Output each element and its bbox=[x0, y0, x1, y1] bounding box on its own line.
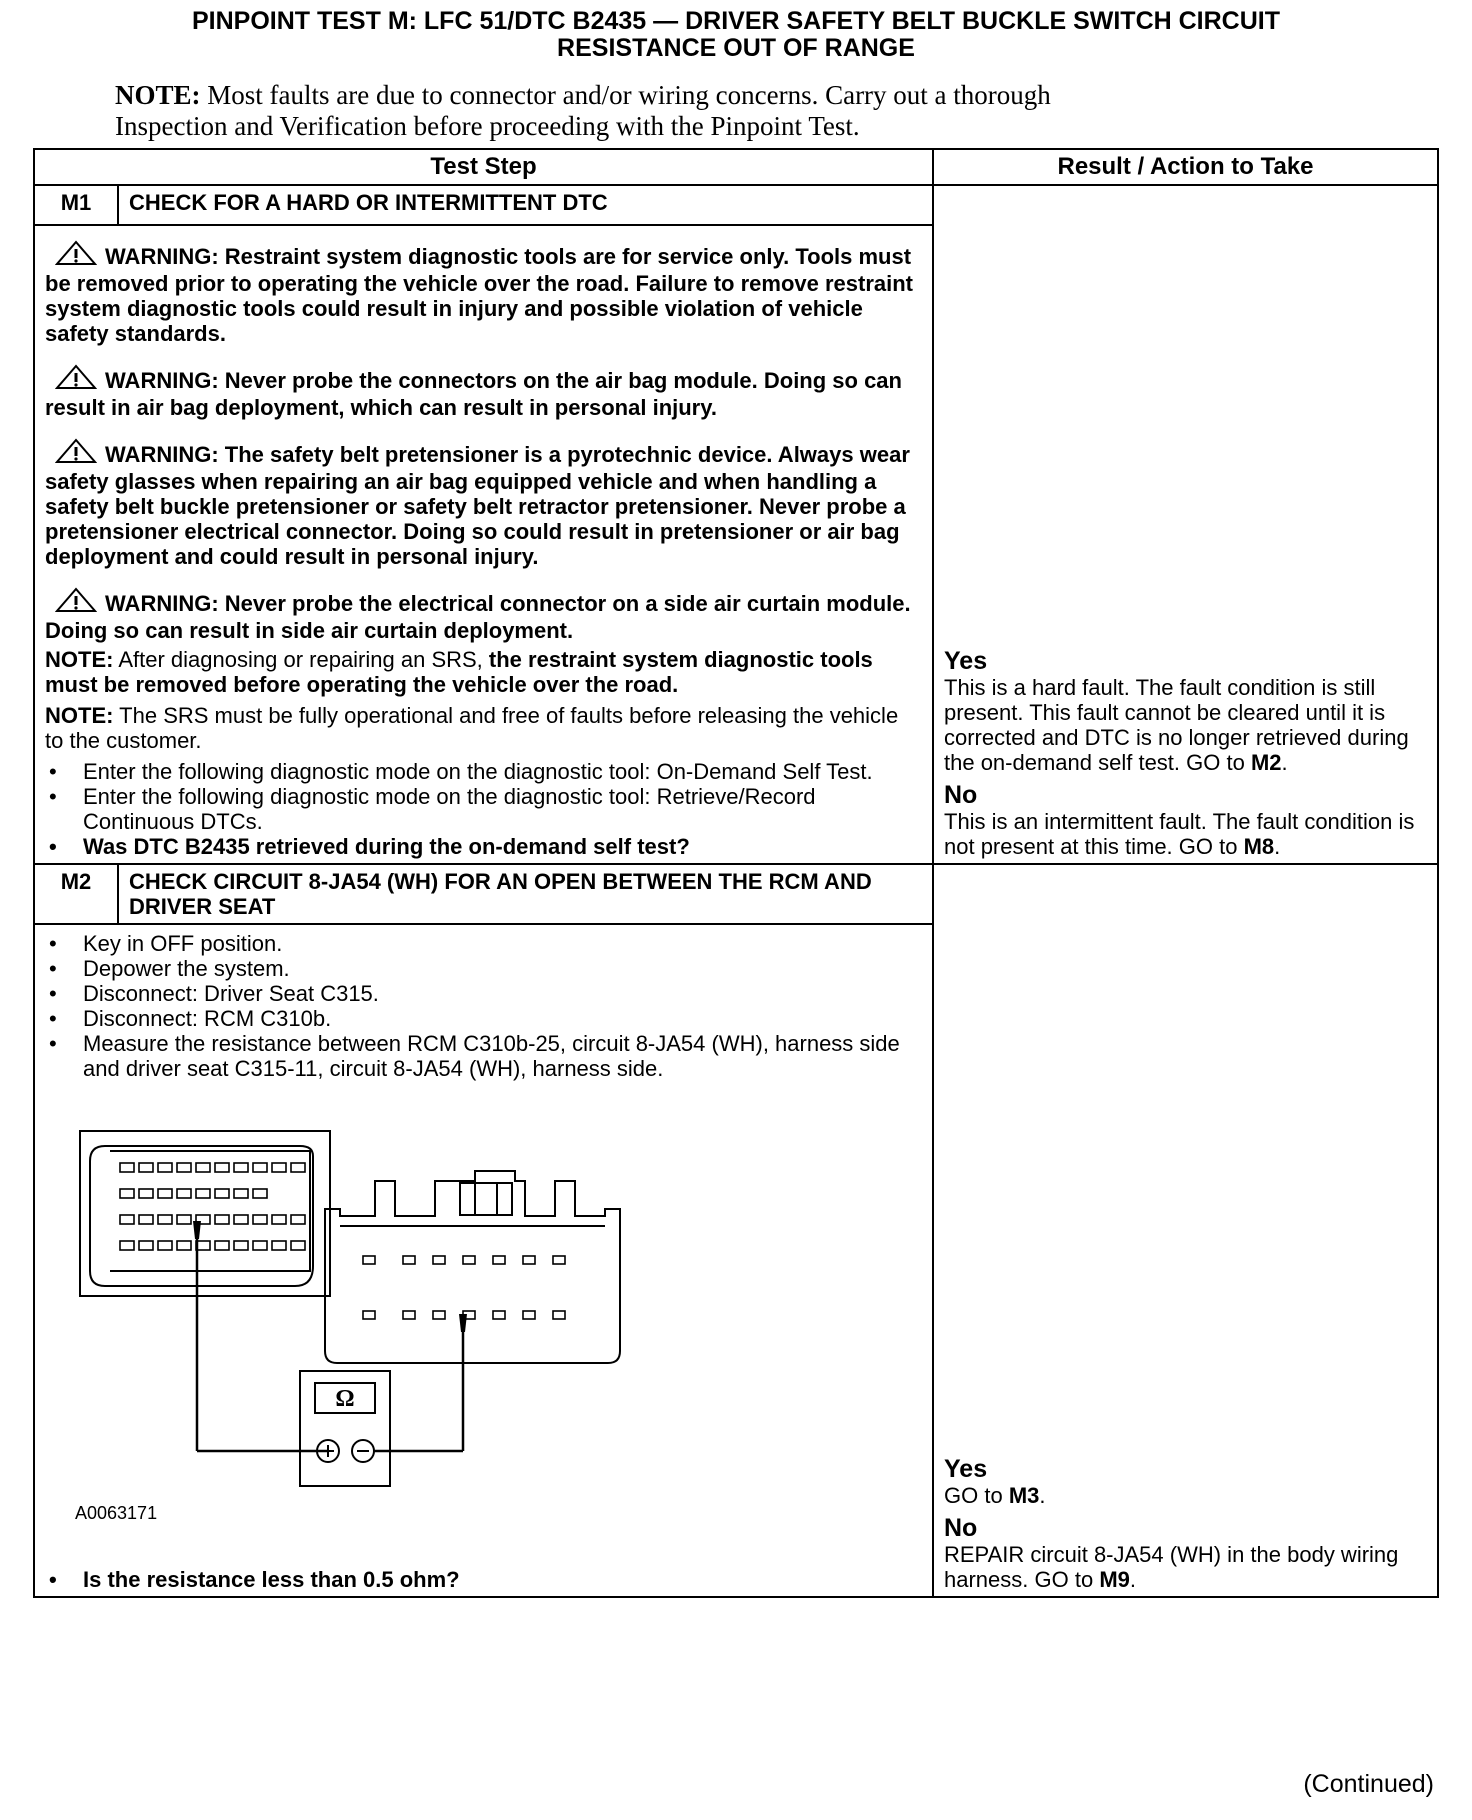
m1-yes-label: Yes bbox=[944, 647, 988, 675]
rcm-connector bbox=[80, 1131, 330, 1296]
warning-1: WARNING: Restraint system diagnostic tools are for service only. Tools must be removed prior to operating the vehicle over the road. Failure to remove restraint system diagnostic tools could result in injury and possible violation of vehicle safety standards. bbox=[45, 240, 922, 346]
rcm-pins bbox=[120, 1163, 305, 1250]
list-item: • Key in OFF position. bbox=[45, 931, 922, 956]
connector-diagram bbox=[45, 1121, 922, 1561]
list-item: • Measure the resistance between RCM C310b-25, circuit 8-JA54 (WH), harness side and driver seat C315-11, circuit 8-JA54 (WH), harness side. bbox=[45, 1031, 922, 1081]
seat-connector bbox=[325, 1171, 620, 1363]
step-title-m1: CHECK FOR A HARD OR INTERMITTENT DTC bbox=[118, 185, 933, 225]
m2-yes-label: Yes bbox=[944, 1455, 988, 1483]
warning-triangle-icon bbox=[55, 364, 97, 395]
warning-triangle-icon bbox=[55, 438, 97, 469]
m1-question: • Was DTC B2435 retrieved during the on-demand self test? bbox=[45, 834, 922, 859]
m2-question: • Is the resistance less than 0.5 ohm? bbox=[45, 1567, 922, 1592]
m1-no-text: This is an intermittent fault. The fault condition is not present at this time. GO to M8. bbox=[944, 809, 1415, 859]
continued-label: (Continued) bbox=[1303, 1770, 1434, 1798]
list-item: • Depower the system. bbox=[45, 956, 922, 981]
m1-no-goto[interactable]: M8 bbox=[1243, 834, 1275, 859]
header-result: Result / Action to Take bbox=[933, 149, 1438, 185]
meter-symbol: Ω bbox=[335, 1386, 355, 1412]
m1-bullet-list bbox=[45, 759, 922, 859]
step-title-m2: CHECK CIRCUIT 8-JA54 (WH) FOR AN OPEN BETWEEN THE RCM AND DRIVER SEAT bbox=[118, 864, 933, 924]
m2-yes-goto[interactable]: M3 bbox=[1008, 1483, 1040, 1508]
step-body-m1 bbox=[34, 225, 933, 864]
warning-3: WARNING: The safety belt pretensioner is a pyrotechnic device. Always wear safety glasses when repairing an air bag equipped vehicle and when handling a safety belt buckle pretensioner or safety belt retractor pretensioner. Never probe a pretensioner electrical connector. Doing so could result in pretensioner or air bag deployment and could result in personal injury. bbox=[45, 438, 922, 569]
m2-question-list bbox=[45, 1567, 922, 1592]
m2-no-goto[interactable]: M9 bbox=[1099, 1567, 1130, 1592]
m2-no-text: REPAIR circuit 8-JA54 (WH) in the body wiring harness. GO to M9. bbox=[944, 1542, 1399, 1592]
warning-triangle-icon bbox=[55, 587, 97, 618]
m1-note-2: NOTE: The SRS must be fully operational and free of faults before releasing the vehicle to the customer. bbox=[45, 703, 899, 753]
title-line-2: RESISTANCE OUT OF RANGE bbox=[557, 34, 915, 62]
note-line-1: Most faults are due to connector and/or wiring concerns. Carry out a thorough bbox=[207, 80, 1051, 110]
note-line-2: Inspection and Verification before proceeding with the Pinpoint Test. bbox=[115, 111, 860, 141]
warning-2: WARNING: Never probe the connectors on the air bag module. Doing so can result in air bag deployment, which can result in personal injury. bbox=[45, 364, 922, 420]
result-m1 bbox=[933, 185, 1438, 864]
header-test-step: Test Step bbox=[34, 149, 933, 185]
seat-pins bbox=[363, 1256, 565, 1319]
figure-id: A0063171 bbox=[75, 1503, 158, 1523]
connector-diagram-svg bbox=[45, 1121, 765, 1541]
warning-4: WARNING: Never probe the electrical connector on a side air curtain module. Doing so can result in side air curtain deployment. bbox=[45, 587, 922, 643]
step-id-m1: M1 bbox=[34, 185, 118, 225]
warning-triangle-icon bbox=[55, 240, 97, 271]
m2-yes-text: GO to M3. bbox=[944, 1483, 1046, 1508]
intro-note bbox=[115, 80, 1265, 142]
probe-tip-seat bbox=[459, 1314, 467, 1332]
step-id-m2: M2 bbox=[34, 864, 118, 924]
list-item: • Enter the following diagnostic mode on the diagnostic tool: On-Demand Self Test. bbox=[45, 759, 922, 784]
m1-yes-text: This is a hard fault. The fault condition is still present. This fault cannot be cleared until it is corrected and DTC is no longer retrieved during the on-demand self test. GO to M2. bbox=[944, 675, 1409, 775]
m2-no-label: No bbox=[944, 1514, 978, 1542]
result-m2 bbox=[933, 864, 1438, 1597]
step-body-m2 bbox=[34, 924, 933, 1597]
m1-yes-goto[interactable]: M2 bbox=[1250, 750, 1282, 775]
probe-tip-rcm bbox=[193, 1221, 201, 1239]
list-item: • Enter the following diagnostic mode on the diagnostic tool: Retrieve/Record Continuous DTCs. bbox=[45, 784, 922, 834]
m1-no-label: No bbox=[944, 781, 978, 809]
pinpoint-table bbox=[33, 148, 1439, 1598]
title-line-1: PINPOINT TEST M: LFC 51/DTC B2435 — DRIVER SAFETY BELT BUCKLE SWITCH CIRCUIT bbox=[191, 7, 1281, 35]
page-title bbox=[0, 8, 1472, 62]
m2-bullet-list bbox=[45, 931, 922, 1081]
list-item: • Disconnect: RCM C310b. bbox=[45, 1006, 922, 1031]
list-item: • Disconnect: Driver Seat C315. bbox=[45, 981, 922, 1006]
m1-note-1: NOTE: After diagnosing or repairing an SRS, the restraint system diagnostic tools must be removed before operating the vehicle over the road. bbox=[45, 647, 873, 697]
note-label: NOTE: bbox=[115, 80, 201, 110]
